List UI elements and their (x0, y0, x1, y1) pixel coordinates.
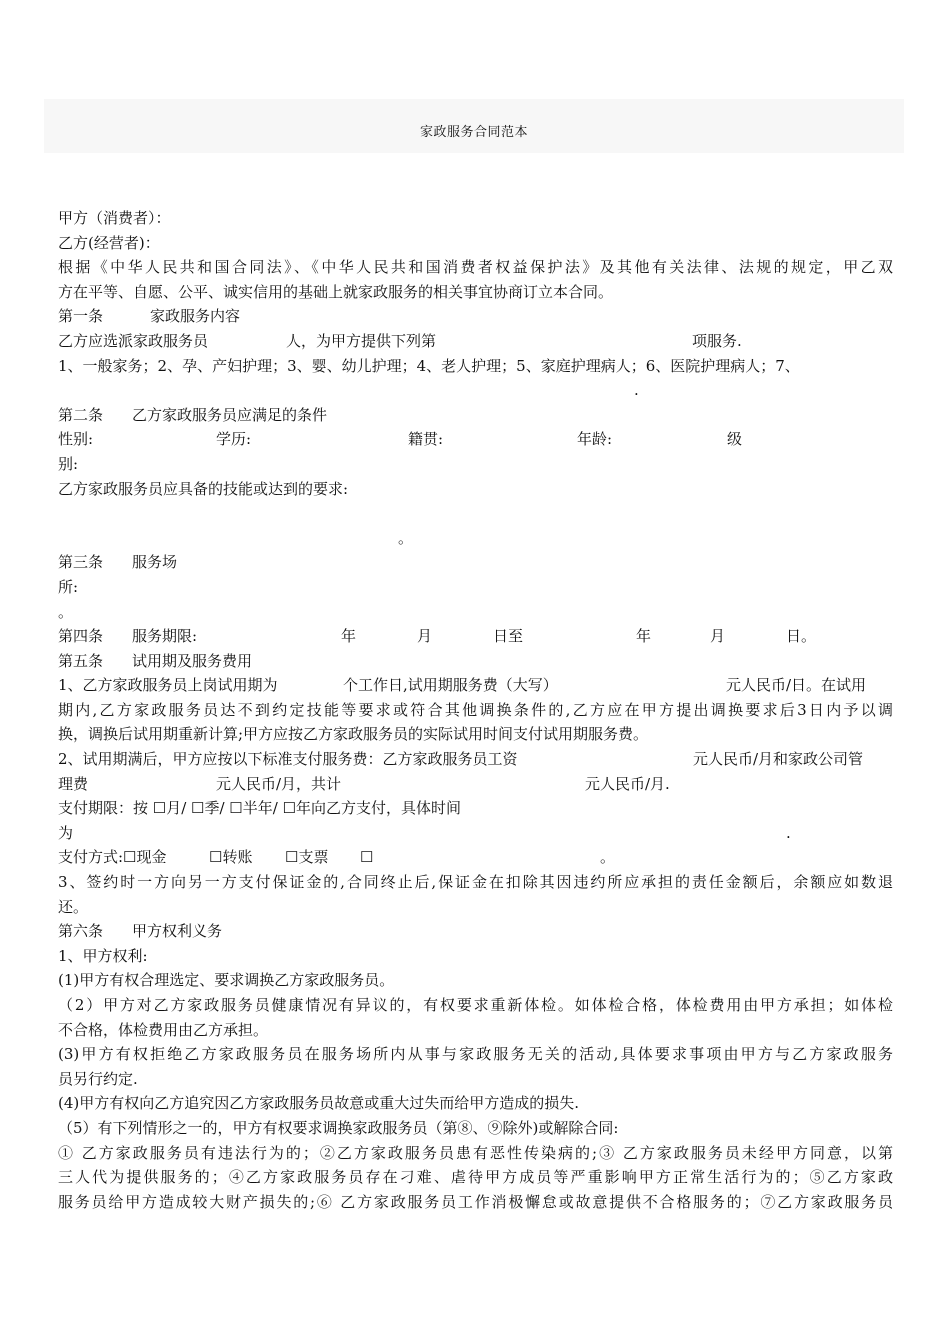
article-5-p2-line-2 (58, 772, 893, 797)
field-gender: 性别: (58, 430, 94, 449)
party-a-line (58, 206, 893, 231)
text-segment: 元人民币/月. (585, 774, 670, 793)
payment-method-line (58, 845, 893, 870)
text-segment: 项服务. (692, 331, 742, 350)
article-2-fields (58, 427, 893, 452)
article-number: 第四条 (58, 627, 104, 646)
article-5-p2-line-1 (58, 747, 893, 772)
date-part: 年 (341, 627, 357, 646)
payment-check-option: ☐支票 (285, 848, 329, 867)
article-title: 试用期及服务费用 (132, 651, 253, 670)
article-2-skills: 乙方家政服务员应具备的技能或达到的要求: (58, 479, 349, 498)
article-5-p1-line-3: 换，调换后试用期重新计算;甲方应按乙方家政服务员的实际试用时间支付试用期服务费。 (58, 725, 649, 744)
clause-1: (1)甲方有权合理选定、要求调换乙方家政服务员。 (58, 971, 395, 990)
line-end-mark: 。 (600, 848, 616, 867)
preamble-line-2: 方在平等、自愿、公平、诚实信用的基础上就家政服务的相关事宜协商订立本合同。 (58, 282, 614, 301)
situations-line-2: 三人代为提供服务的；④乙方家政服务员存在刁难、虐待甲方成员等严重影响甲方正常生活行为的；⑤乙方家政 (58, 1168, 893, 1187)
article-title: 甲方权利义务 (132, 922, 223, 941)
text-segment: 元人民币/月，共计 (216, 774, 342, 793)
text-segment: 个工作日,试用期服务费（大写） (343, 676, 558, 695)
article-1-heading (58, 304, 893, 329)
date-part: 月 (417, 627, 433, 646)
header-band (44, 99, 904, 153)
field-hometown: 籍贯: (408, 430, 444, 449)
article-3-cont: 所: (58, 577, 79, 596)
article-1-items: 1、一般家务；2、孕、产妇护理；3、婴、幼儿护理；4、老人护理；5、家庭护理病人；6、医院护理病人；7、 (58, 356, 800, 375)
situations-line-3: 服务员给甲方造成较大财产损失的;⑥ 乙方家政服务员工作消极懈怠或故意提供不合格服务的；⑦乙方家政服务员 (58, 1192, 893, 1211)
article-title: 服务场 (132, 553, 178, 572)
clause-2-line-2: 不合格，体检费用由乙方承担。 (58, 1020, 269, 1039)
article-number: 第二条 (58, 405, 104, 424)
article-number: 第五条 (58, 651, 104, 670)
situations-line-1: ① 乙方家政服务员有违法行为的；②乙方家政服务员患有恶性传染病的;③ 乙方家政服务员未经甲方同意，以第 (58, 1143, 893, 1162)
text-segment: 2、试用期满后，甲方应按以下标准支付服务费：乙方家政服务员工资 (58, 750, 518, 769)
line-end-mark: . (634, 381, 639, 400)
date-part: 年 (636, 627, 652, 646)
article-2-end (58, 526, 893, 551)
payment-other-option: ☐ (360, 848, 374, 867)
article-5-p1-line-2: 期内,乙方家政服务员达不到约定技能等要求或符合其他调换条件的,乙方应在甲方提出调换要求后3日内予以调 (58, 700, 893, 719)
field-level: 级 (727, 430, 743, 449)
article-6-heading (58, 919, 893, 944)
article-5-p3-line-2: 还。 (58, 897, 89, 916)
text-segment: 元人民币/月和家政公司管 (693, 750, 864, 769)
payment-cash-option: 支付方式:☐现金 (58, 848, 167, 867)
payment-term-cont (58, 821, 893, 846)
text-segment: 人，为甲方提供下列第 (286, 331, 437, 350)
text-segment: 元人民币/日。在试用 (726, 676, 867, 695)
party-b-line (58, 231, 893, 256)
article-5-p3-line-1: 3、签约时一方向另一方支付保证金的,合同终止后,保证金在扣除其因违约所应承担的责任金额后，余额应如数退 (58, 873, 893, 892)
article-title: 乙方家政服务员应满足的条件 (132, 405, 328, 424)
text-segment: 1、乙方家政服务员上岗试用期为 (58, 676, 278, 695)
clause-2-line-1: （2）甲方对乙方家政服务员健康情况有异议的，有权要求重新体检。如体检合格，体检费用由甲方承担；如体检 (58, 996, 893, 1014)
text-segment: 理费 (58, 774, 89, 793)
article-4-line (58, 624, 893, 649)
party-b-label: 乙方(经营者)： (58, 233, 160, 252)
article-1-line-1 (58, 329, 893, 354)
preamble-line-1: 根据《中华人民共和国合同法》、《中华人民共和国消费者权益保护法》及其他有关法律、法规的规定，甲乙双 (58, 258, 893, 277)
payment-term-line: 支付期限：按 ☐月/ ☐季/ ☐半年/ ☐年向乙方支付，具体时间 (58, 799, 462, 818)
date-part: 日。 (786, 627, 817, 646)
field-age: 年龄: (577, 430, 613, 449)
article-number: 第一条 (58, 307, 104, 326)
article-3-end: 。 (58, 602, 74, 621)
date-part: 日至 (493, 627, 524, 646)
party-a-rights-heading: 1、甲方权利: (58, 946, 148, 965)
article-5-heading (58, 649, 893, 674)
party-a-label: 甲方（消费者）： (58, 209, 171, 227)
article-3-heading (58, 550, 893, 575)
article-2-heading (58, 403, 893, 428)
text-segment: 为 (58, 823, 74, 842)
date-part: 月 (710, 627, 726, 646)
article-number: 第六条 (58, 922, 104, 941)
article-5-p1-line-1 (58, 673, 893, 698)
payment-transfer-option: ☐转账 (209, 848, 253, 867)
clause-3-line-2: 员另行约定. (58, 1069, 138, 1088)
line-end-mark: 。 (398, 528, 414, 547)
field-education: 学历: (216, 430, 252, 449)
clause-3-line-1: (3)甲方有权拒绝乙方家政服务员在服务场所内从事与家政服务无关的活动,具体要求事项由甲方与乙方家政服务 (58, 1045, 893, 1064)
clause-4: (4)甲方有权向乙方追究因乙方家政服务员故意或重大过失而给甲方造成的损失. (58, 1094, 580, 1113)
article-title: 家政服务内容 (150, 307, 241, 326)
service-period-label: 服务期限: (132, 627, 198, 646)
clause-5: （5）有下列情形之一的，甲方有权要求调换家政服务员（第⑧、⑨除外)或解除合同: (58, 1118, 619, 1137)
line-end-mark: . (786, 823, 791, 842)
article-2-fields-cont: 别: (58, 454, 79, 473)
article-1-end (58, 378, 893, 403)
document-title: 家政服务合同范本 (419, 125, 528, 140)
blank-line (58, 501, 893, 526)
text-segment: 乙方应选派家政服务员 (58, 331, 209, 350)
article-number: 第三条 (58, 553, 104, 572)
contract-body (58, 206, 893, 1214)
